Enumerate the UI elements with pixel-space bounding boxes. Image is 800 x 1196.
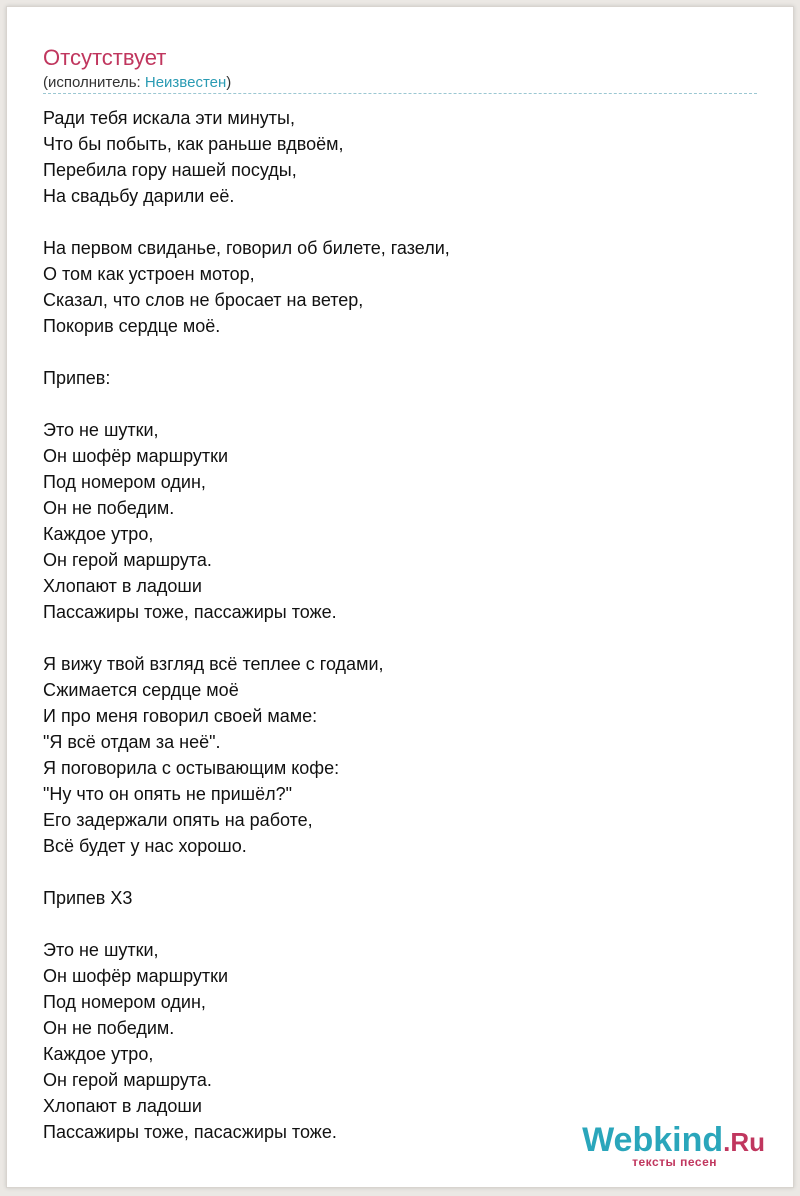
artist-meta — [43, 74, 231, 91]
lyric-line: "Ну что он опять не пришёл?" — [43, 784, 293, 804]
lyric-line: Он герой маршрута. — [43, 550, 212, 570]
lyric-line: Сказал, что слов не бросает на ветер, — [43, 290, 364, 310]
lyric-line: Покорив сердце моё. — [43, 316, 221, 336]
lyric-line: О том как устроен мотор, — [43, 264, 255, 284]
lyric-line — [43, 625, 757, 651]
lyric-line — [43, 391, 757, 417]
logo-tagline: тексты песен — [632, 1155, 717, 1169]
lyric-line: Что бы побыть, как раньше вдвоём, — [43, 134, 344, 154]
lyric-line: Это не шутки, — [43, 940, 159, 960]
lyric-line: Он не победим. — [43, 498, 175, 518]
logo-wordmark: Webkind — [582, 1121, 724, 1159]
lyric-line: Его задержали опять на работе, — [43, 810, 313, 830]
lyric-line: Под номером один, — [43, 992, 206, 1012]
lyric-line: Я вижу твой взгляд всё теплее с годами, — [43, 654, 384, 674]
title-divider — [43, 93, 757, 94]
lyric-line: На свадьбу дарили её. — [43, 186, 235, 206]
lyric-line: Он герой маршрута. — [43, 1070, 212, 1090]
lyric-line — [43, 859, 757, 885]
lyric-line: Каждое утро, — [43, 524, 154, 544]
lyric-line: Ради тебя искала эти минуты, — [43, 108, 295, 128]
song-title: Отсутствует — [43, 45, 167, 70]
lyric-line: Он шофёр маршрутки — [43, 966, 229, 986]
lyric-line: Пассажиры тоже, пассажиры тоже. — [43, 602, 337, 622]
lyrics-body — [43, 105, 757, 1145]
lyric-line — [43, 209, 757, 235]
lyric-line: Припев: — [43, 368, 111, 388]
site-logo[interactable] — [582, 1123, 765, 1169]
artist-prefix: (исполнитель: — [43, 74, 145, 91]
lyric-line: Хлопают в ладоши — [43, 1096, 202, 1116]
lyric-line: Каждое утро, — [43, 1044, 154, 1064]
lyric-line: Всё будет у нас хорошо. — [43, 836, 247, 856]
lyric-line: Под номером один, — [43, 472, 206, 492]
lyric-line: Он не победим. — [43, 1018, 175, 1038]
lyric-line: Сжимается сердце моё — [43, 680, 239, 700]
lyric-line — [43, 339, 757, 365]
lyric-line: Хлопают в ладоши — [43, 576, 202, 596]
lyric-line — [43, 911, 757, 937]
lyric-line: Он шофёр маршрутки — [43, 446, 229, 466]
lyric-line: Перебила гору нашей посуды, — [43, 160, 297, 180]
lyric-line: На первом свиданье, говорил об билете, газели, — [43, 238, 450, 258]
lyrics-card — [6, 6, 794, 1188]
lyric-line: И про меня говорил своей маме: — [43, 706, 318, 726]
lyric-line: Пассажиры тоже, пасасжиры тоже. — [43, 1122, 337, 1142]
artist-link[interactable]: Неизвестен — [144, 74, 227, 91]
lyric-line: Припев Х3 — [43, 888, 133, 908]
artist-suffix: ) — [226, 74, 232, 91]
lyric-line: Это не шутки, — [43, 420, 159, 440]
lyric-line: Я поговорила с остывающим кофе: — [43, 758, 340, 778]
logo-domain: .Ru — [723, 1127, 765, 1157]
lyric-line: "Я всё отдам за неё". — [43, 732, 221, 752]
